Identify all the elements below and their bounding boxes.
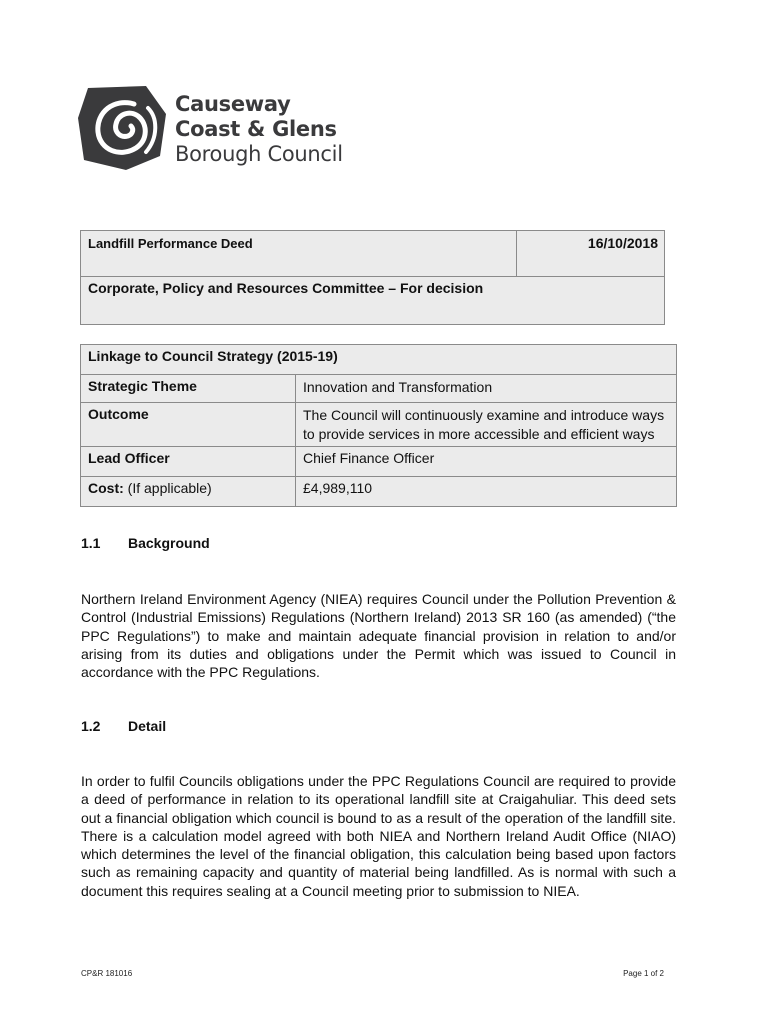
logo-line-3: Borough Council xyxy=(175,142,343,166)
table-row xyxy=(81,403,677,447)
report-title: Landfill Performance Deed xyxy=(81,231,517,277)
report-date: 16/10/2018 xyxy=(517,231,665,277)
row-label xyxy=(81,477,296,507)
row-label: Strategic Theme xyxy=(81,375,296,403)
spiral-logo-icon xyxy=(78,86,170,170)
row-label: Outcome xyxy=(81,403,296,447)
row-label: Lead Officer xyxy=(81,447,296,477)
row-value: Innovation and Transformation xyxy=(296,375,677,403)
section-title: Detail xyxy=(128,718,167,734)
table-row xyxy=(81,447,677,477)
section-heading-background xyxy=(81,535,210,551)
cost-label: Cost: xyxy=(88,480,124,496)
council-logo xyxy=(78,86,348,170)
cost-label-suffix: (If applicable) xyxy=(123,480,212,496)
detail-paragraph: In order to fulfil Councils obligations under the PPC Regulations Council are required to provide a deed of performance in relation to its operational landfill site at Craigahuliar. This deed sets out a financial obligation which council is bound to as a result of the operation of the landfill site. There is a calculation model agreed with both NIEA and Northern Ireland Audit Office (NIAO) which determines the level of the financial obligation, this calculation being based upon factors such as remaining capacity and quantity of material being landfilled. As is normal with such a document this requires sealing at a Council meeting prior to submission to NIEA. xyxy=(81,773,676,899)
section-number: 1.2 xyxy=(81,718,101,734)
logo-line-1: Causeway xyxy=(175,92,291,116)
footer-reference: CP&R 181016 xyxy=(81,969,133,978)
row-value: Chief Finance Officer xyxy=(296,447,677,477)
section-heading-detail xyxy=(81,718,166,734)
strategy-heading: Linkage to Council Strategy (2015-19) xyxy=(81,345,677,375)
background-paragraph: Northern Ireland Environment Agency (NIEA) requires Council under the Pollution Prevention & Control (Industrial Emissions) Regulations (Northern Ireland) 2013 SR 160 (as amended) (“the PPC Regulations”) to make and maintain adequate financial provision in relation to and/or arising from its duties and obligations under the Permit which was issued to Council in accordance with the PPC Regulations. xyxy=(81,591,676,681)
section-number: 1.1 xyxy=(81,535,101,551)
section-title: Background xyxy=(128,535,210,551)
report-header-table xyxy=(80,230,665,325)
strategy-table xyxy=(80,344,677,507)
committee-line: Corporate, Policy and Resources Committee – For decision xyxy=(81,277,665,325)
row-value: The Council will continuously examine and introduce ways to provide services in more accessible and efficient ways xyxy=(296,403,677,447)
table-row xyxy=(81,375,677,403)
logo-line-2: Coast & Glens xyxy=(175,117,337,141)
logo-wordmark xyxy=(175,92,343,167)
page-number: Page 1 of 2 xyxy=(623,969,664,978)
table-row xyxy=(81,477,677,507)
row-value: £4,989,110 xyxy=(296,477,677,507)
